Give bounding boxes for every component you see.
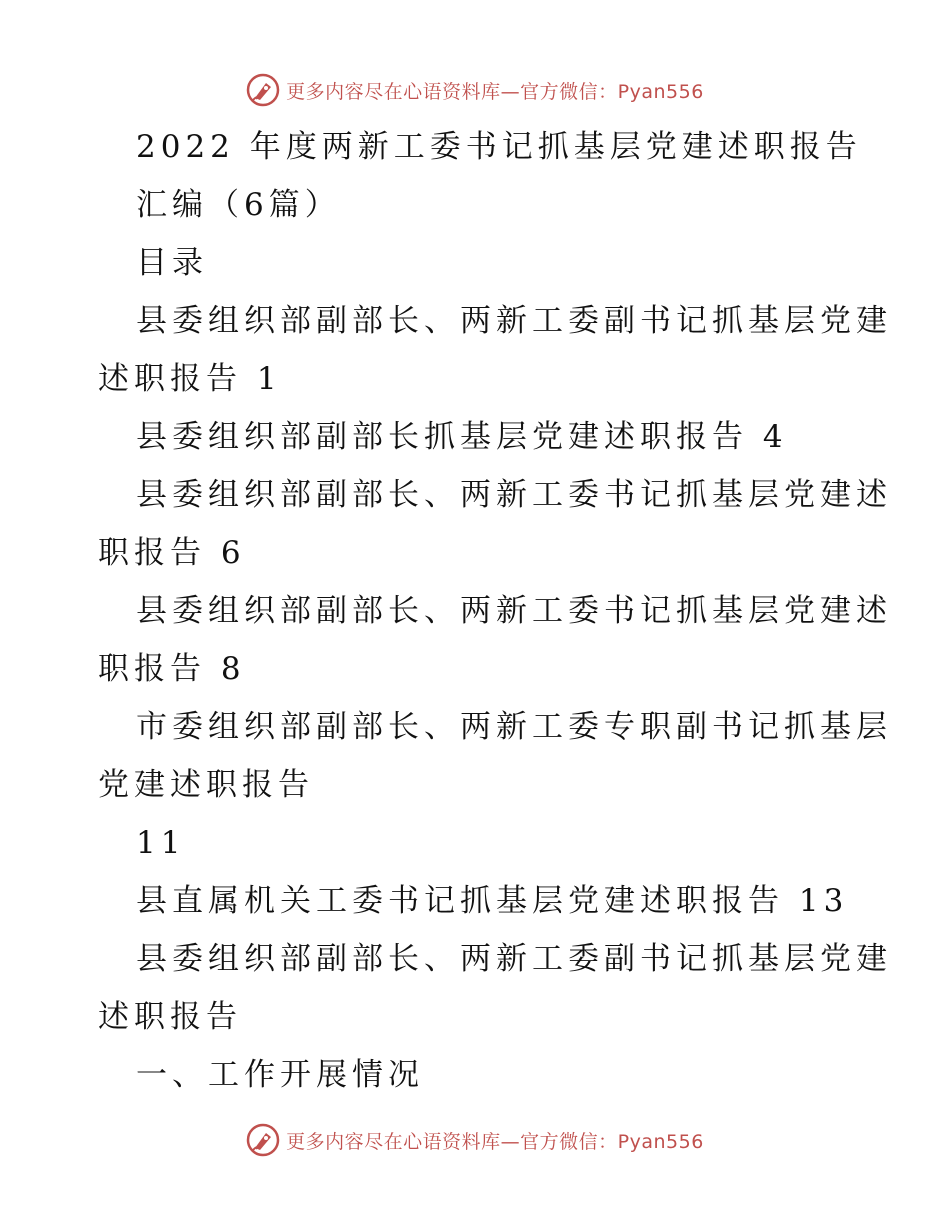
toc-heading: 目录 xyxy=(136,245,208,281)
document-title-line-2: 汇编（6篇） xyxy=(136,187,341,223)
header-watermark-banner xyxy=(0,70,950,110)
toc-item-5-line-1: 市委组织部副部长、两新工委专职副书记抓基层 xyxy=(136,709,892,745)
footer-watermark-banner xyxy=(0,1120,950,1160)
toc-item-5-line-2: 党建述职报告 xyxy=(98,767,314,803)
pen-nib-logo-icon xyxy=(246,1123,280,1157)
document-body xyxy=(98,118,892,1104)
section-title-line-1: 县委组织部副部长、两新工委副书记抓基层党建 xyxy=(136,941,892,977)
toc-item-3-line-1: 县委组织部副部长、两新工委书记抓基层党建述 xyxy=(136,477,892,513)
toc-item-3-line-2: 职报告 6 xyxy=(98,535,246,571)
pen-nib-logo-icon xyxy=(246,73,280,107)
section-title-line-2: 述职报告 xyxy=(98,999,242,1035)
toc-item-1-line-1: 县委组织部副部长、两新工委副书记抓基层党建 xyxy=(136,303,892,339)
toc-item-1-line-2: 述职报告 1 xyxy=(98,361,282,397)
toc-item-2-line-1: 县委组织部副部长抓基层党建述职报告 4 xyxy=(136,419,788,455)
toc-item-6-line-1: 县直属机关工委书记抓基层党建述职报告 13 xyxy=(136,883,849,919)
toc-item-4-line-2: 职报告 8 xyxy=(98,651,246,687)
footer-watermark-text: 更多内容尽在心语资料库—官方微信：Pyan556 xyxy=(286,1130,704,1153)
header-watermark-text: 更多内容尽在心语资料库—官方微信：Pyan556 xyxy=(286,80,704,103)
document-title-line-1: 2022 年度两新工委书记抓基层党建述职报告 xyxy=(136,129,862,165)
toc-item-5-line-3: 11 xyxy=(136,825,186,861)
subsection-heading: 一、工作开展情况 xyxy=(136,1057,424,1093)
toc-item-4-line-1: 县委组织部副部长、两新工委书记抓基层党建述 xyxy=(136,593,892,629)
